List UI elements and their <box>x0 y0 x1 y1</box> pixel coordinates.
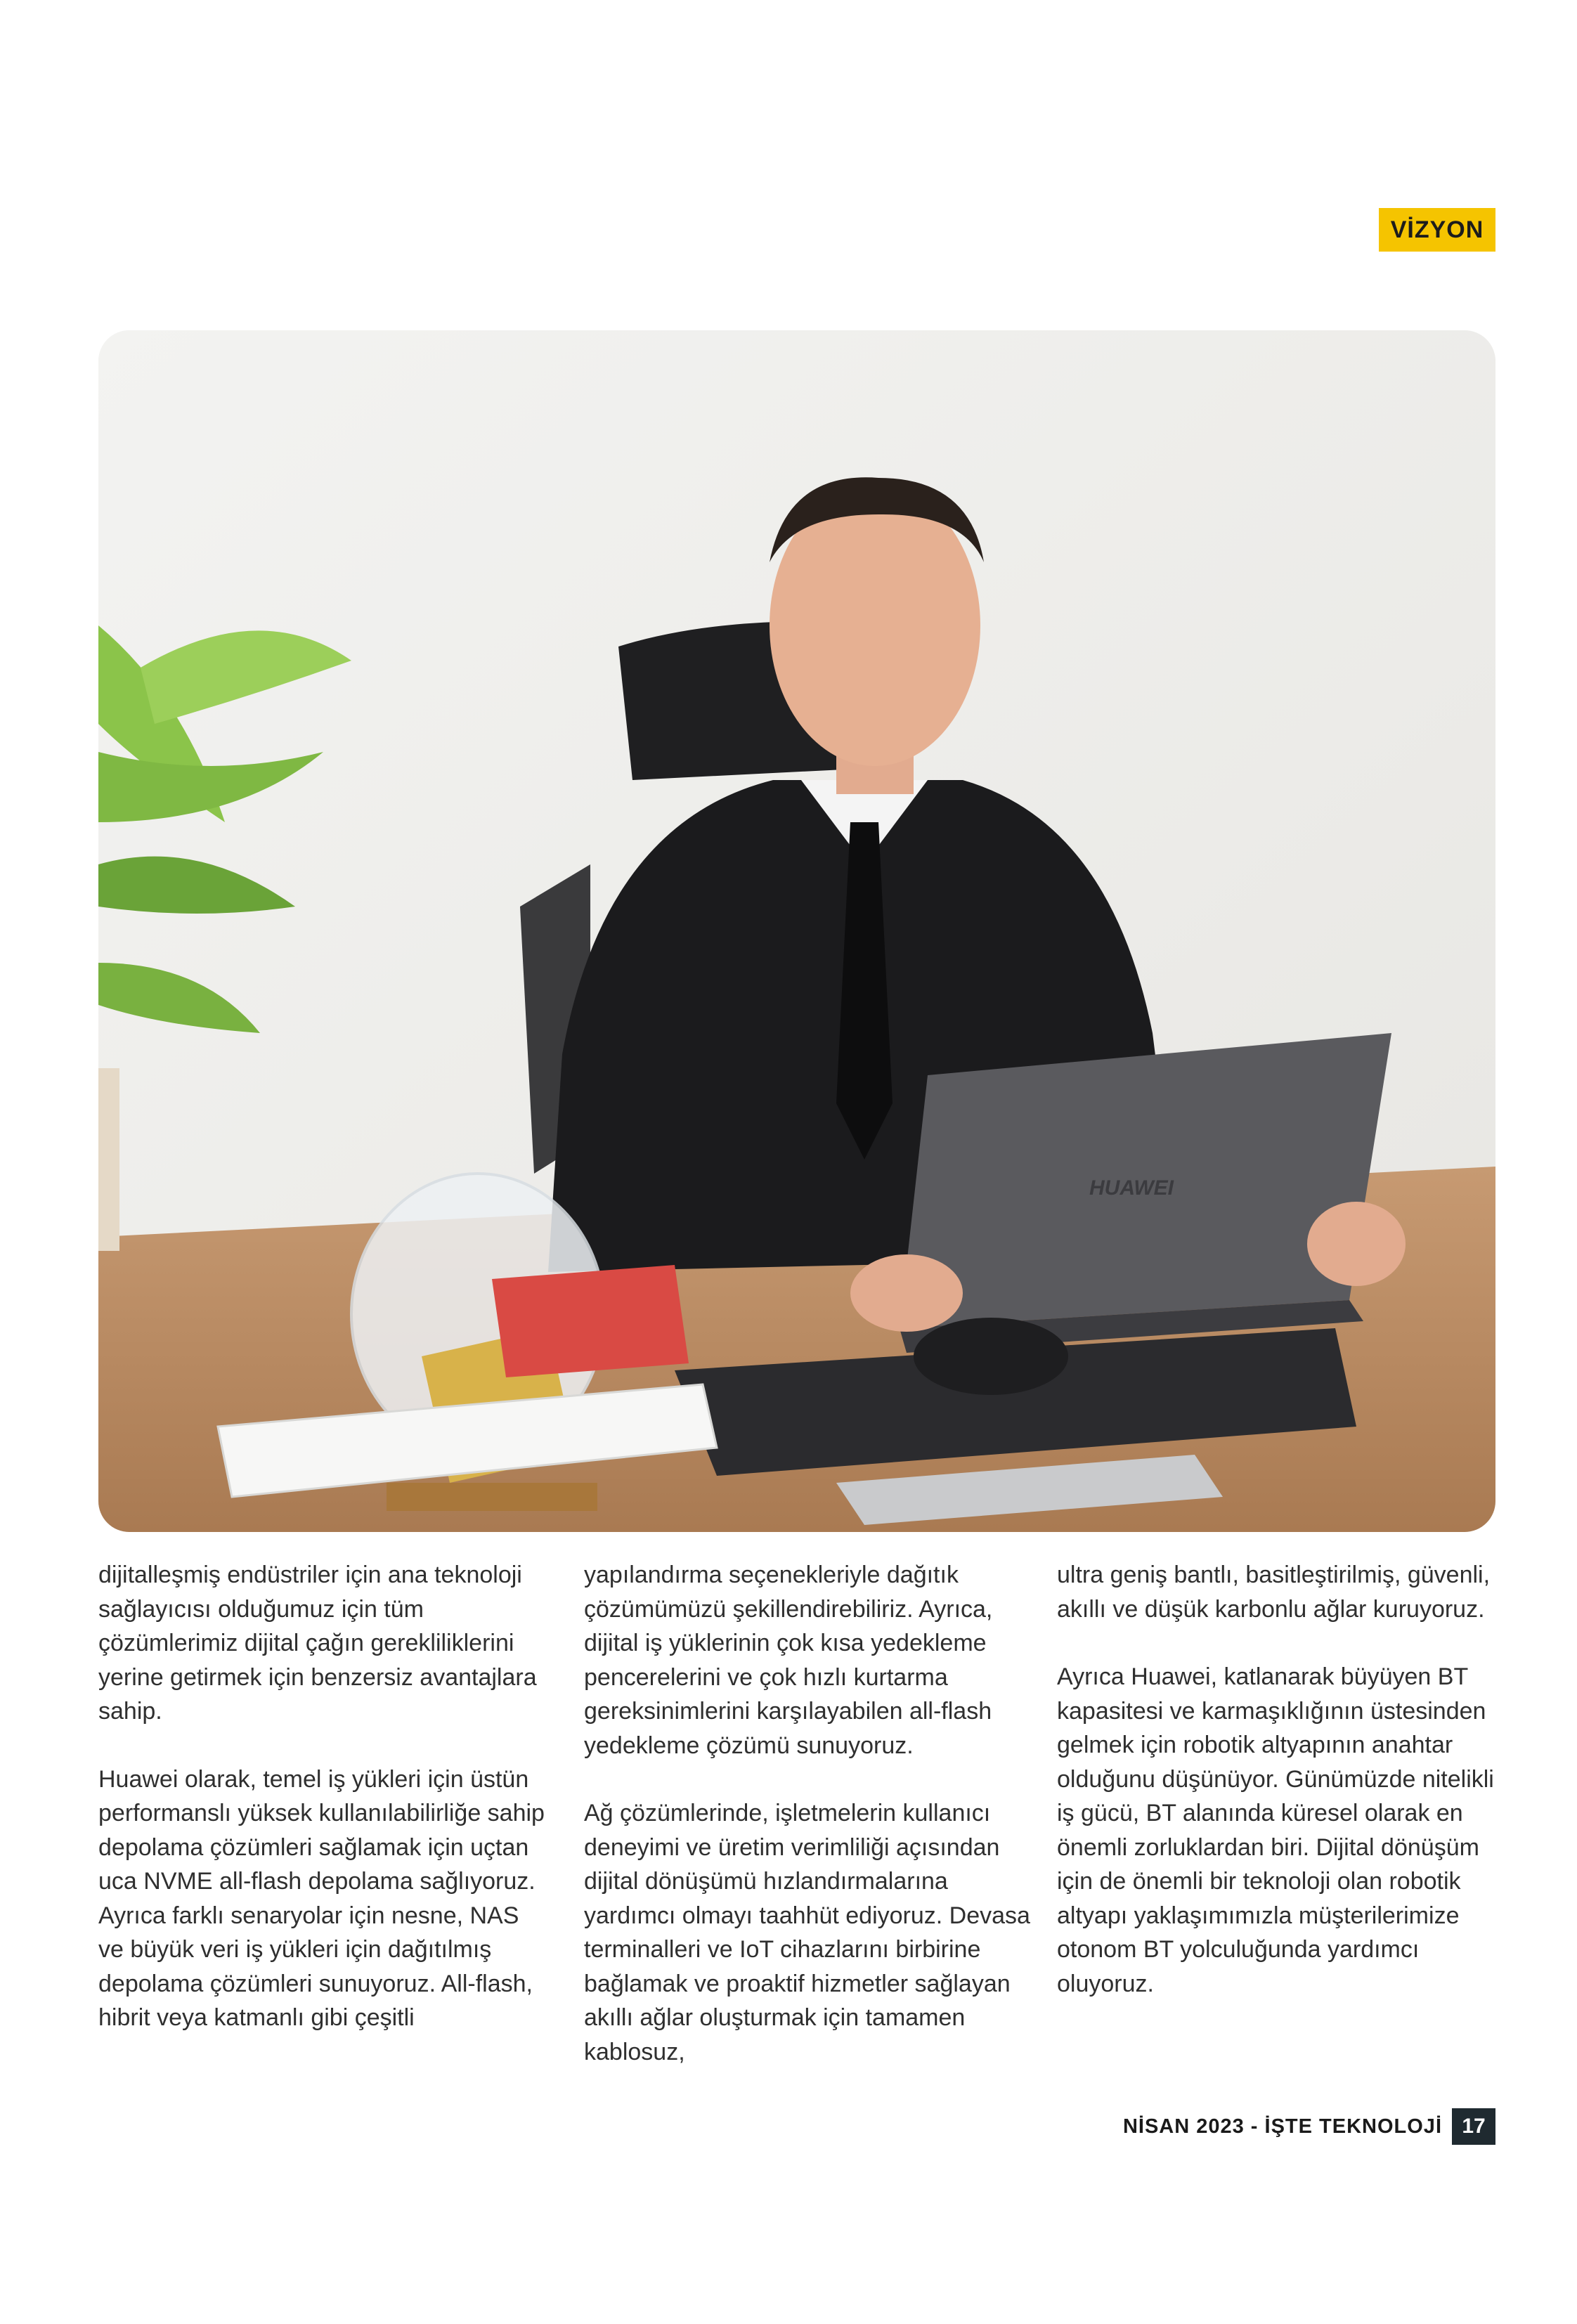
section-tag: VİZYON <box>1379 208 1495 252</box>
article-column-1 <box>98 1558 548 2069</box>
paragraph: yapılandırma seçenekleriyle dağıtık çözümümüzü şekillendirebiliriz. Ayrıca, dijital iş yüklerinin çok kısa yedekleme pencerelerini ve çok hızlı kurtarma gereksinimlerini karşılayabilen all-flash yedekleme çözümü sunuyoruz. <box>584 1562 993 1759</box>
paragraph: Huawei olarak, temel iş yükleri için üstün performanslı yüksek kullanılabilirliğe sahip depolama çözümleri sağlamak için uçtan uca NVME all-flash depolama sağlıyoruz. Ayrıca farklı senaryolar için nesne, NAS ve büyük veri iş yükleri için dağıtılmış depolama çözümleri sunuyoruz. All-flash, hibrit veya katmanlı gibi çeşitli <box>98 1765 545 2031</box>
article-column-2 <box>584 1558 1034 2103</box>
paragraph: dijitalleşmiş endüstriler için ana teknoloji sağlayıcısı olduğumuz için tüm çözümlerimiz dijital çağın gerekliliklerini yerine getirmek için benzersiz avantajlara sahip. <box>98 1562 537 1725</box>
laptop-brand-label: HUAWEI <box>1089 1176 1174 1200</box>
office-scene-illustration <box>98 330 1495 1532</box>
article-column-3 <box>1057 1558 1507 2034</box>
paragraph: ultra geniş bantlı, basitleştirilmiş, güvenli, akıllı ve düşük karbonlu ağlar kuruyoruz. <box>1057 1562 1491 1623</box>
issue-label: NİSAN 2023 - İŞTE TEKNOLOJİ <box>1122 2115 1442 2138</box>
page-footer <box>1054 2108 1495 2145</box>
paragraph: Ağ çözümlerinde, işletmelerin kullanıcı deneyimi ve üretim verimliliği açısından dijital dönüşümü hızlandırmalarına yardımcı olmayı taahhüt ediyoruz. Devasa terminalleri ve IoT cihazlarını birbirine bağlamak ve proaktif hizmetler sağlayan akıllı ağlar oluşturmak için tamamen kablosuz, <box>584 1800 1030 2065</box>
page-number-badge: 17 <box>1452 2108 1495 2145</box>
portrait-photo <box>98 330 1495 1532</box>
paragraph: Ayrıca Huawei, katlanarak büyüyen BT kapasitesi ve karmaşıklığının üstesinden gelmek için robotik altyapının anahtar olduğunu düşünüyor. Günümüzde nitelikli iş gücü, BT alanında küresel olarak en önemli zorluklardan biri. Dijital dönüşüm için de önemli bir teknoloji olan robotik altyapı yaklaşımımızla müşterilerimize otonom BT yolculuğunda yardımcı oluyoruz. <box>1057 1663 1494 1997</box>
